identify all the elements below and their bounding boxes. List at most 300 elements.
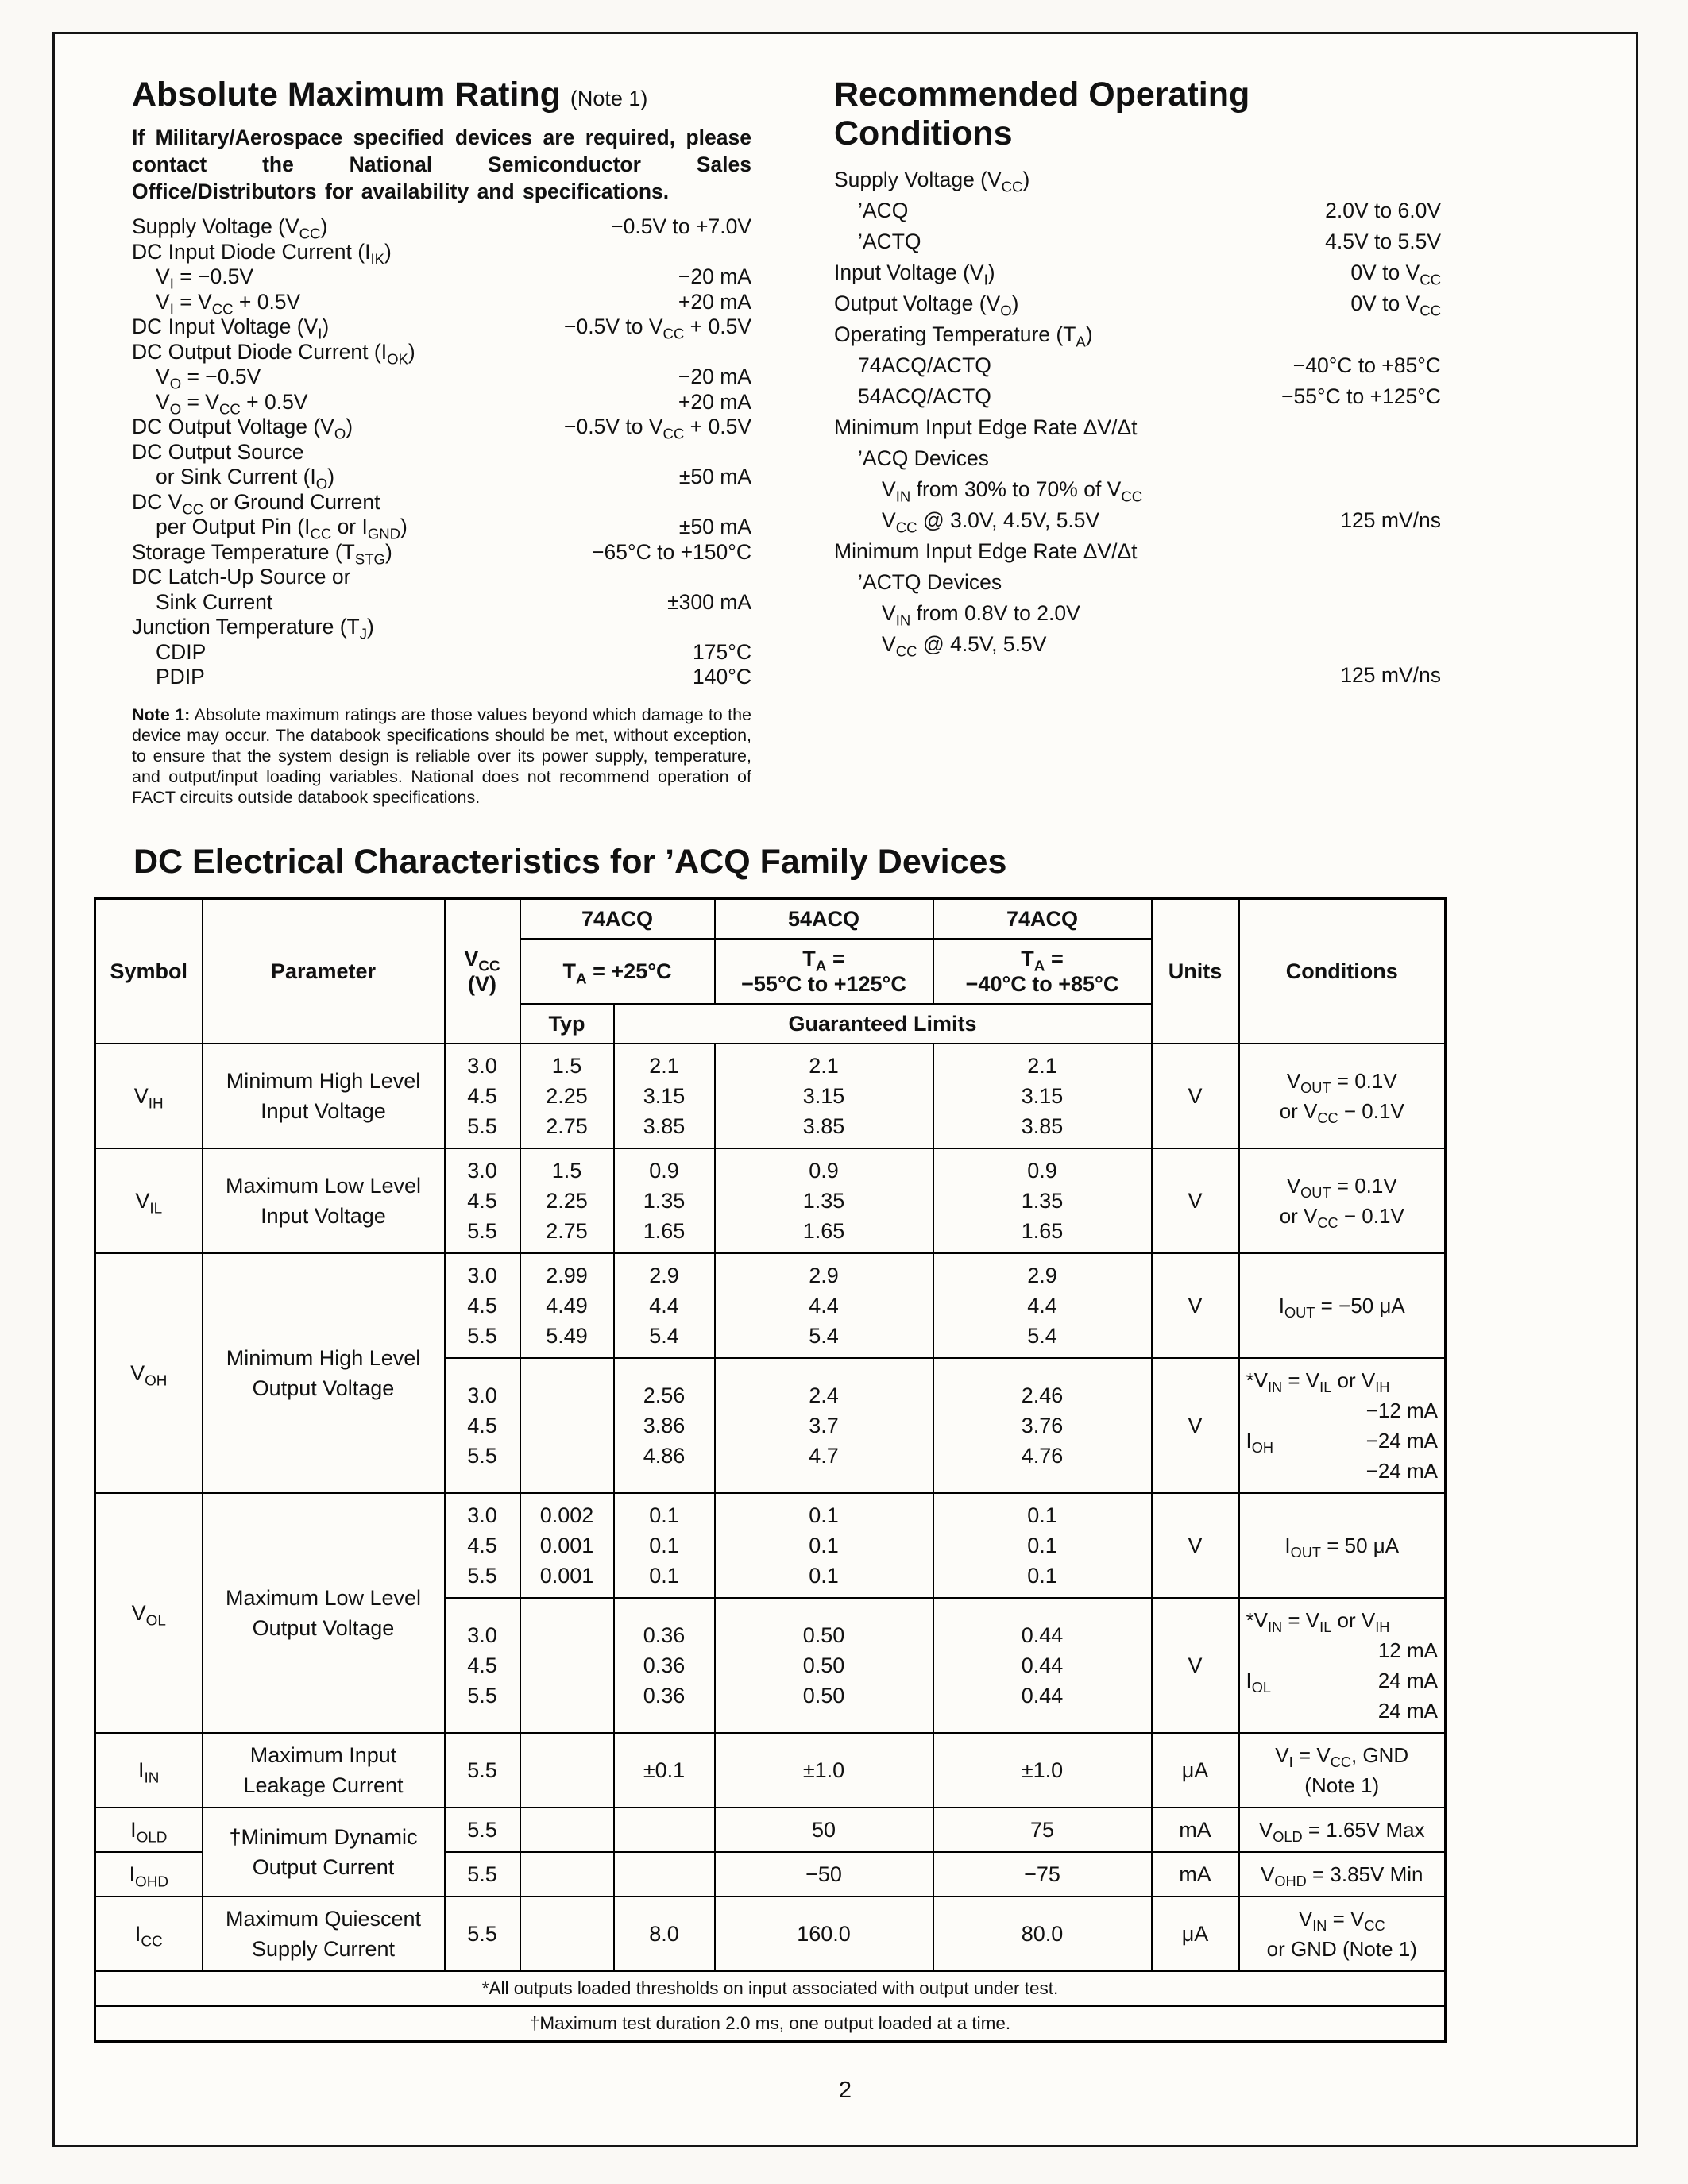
spec-label: Minimum Input Edge Rate ΔV/Δt bbox=[834, 415, 1138, 440]
value-cell bbox=[715, 1493, 933, 1598]
condition-right: 24 mA bbox=[1377, 1698, 1438, 1723]
cell-line: 3.86 bbox=[643, 1413, 686, 1437]
cell-line: 5.5 bbox=[467, 1758, 497, 1782]
dc-characteristics-title: DC Electrical Characteristics for ’ACQ Family Devices bbox=[133, 842, 1007, 881]
cell-line: 3.15 bbox=[1021, 1083, 1064, 1108]
cell-line: 2.46 bbox=[1021, 1383, 1064, 1407]
spec-value: −0.5V to $V_{CC} + 0.5V$ bbox=[564, 415, 751, 442]
symbol-cell bbox=[95, 1808, 203, 1852]
cell-line: 4.4 bbox=[649, 1293, 679, 1318]
value-cell bbox=[933, 1852, 1152, 1897]
spec-item bbox=[834, 505, 1441, 536]
cell-line: 3.85 bbox=[1021, 1113, 1064, 1138]
value-cell bbox=[445, 1358, 520, 1493]
value-cell bbox=[614, 1852, 715, 1897]
cell-line: 4.7 bbox=[809, 1443, 839, 1468]
value-cell bbox=[520, 1493, 614, 1598]
cell-line: (Note 1) bbox=[1304, 1773, 1380, 1797]
spec-item bbox=[132, 465, 751, 490]
symbol-cell bbox=[95, 1044, 203, 1148]
conditions-cell bbox=[1239, 1733, 1446, 1808]
dc-table-row bbox=[95, 1253, 1446, 1358]
cell-line: or GND (Note 1) bbox=[1266, 1936, 1417, 1961]
value-cell bbox=[933, 1358, 1152, 1493]
cell-line: 2.9 bbox=[1027, 1263, 1057, 1287]
value-cell bbox=[520, 1253, 614, 1358]
header-group-74acq: 74ACQ bbox=[933, 898, 1152, 939]
conditions-cell bbox=[1239, 1852, 1446, 1897]
cell-line: 3.0 bbox=[467, 1623, 497, 1647]
spec-label: DC Output Voltage $(V_O)$ bbox=[132, 415, 353, 442]
cell-line: 4.86 bbox=[643, 1443, 686, 1468]
cell-line: 1.65 bbox=[643, 1218, 686, 1243]
spec-label: $V_I = V_{CC} + 0.5V$ bbox=[156, 289, 301, 317]
parameter-cell bbox=[203, 1044, 445, 1148]
value-cell bbox=[933, 1897, 1152, 1971]
spec-item bbox=[132, 440, 751, 465]
value-cell bbox=[715, 1253, 933, 1358]
spec-item bbox=[834, 195, 1441, 226]
value-cell bbox=[933, 1253, 1152, 1358]
condition-right: 12 mA bbox=[1377, 1638, 1438, 1662]
value-cell bbox=[715, 1358, 933, 1493]
spec-value: −40°C to +85°C bbox=[1292, 353, 1441, 378]
condition-right: 24 mA bbox=[1377, 1668, 1438, 1692]
spec-item bbox=[834, 164, 1441, 195]
value-cell bbox=[1152, 1493, 1239, 1598]
header-units: Units bbox=[1152, 898, 1239, 1044]
cell-line: Output Current bbox=[252, 1854, 395, 1879]
spec-value: 2.0V to 6.0V bbox=[1325, 199, 1441, 223]
value-cell bbox=[1152, 1148, 1239, 1253]
cell-line: 3.85 bbox=[643, 1113, 686, 1138]
cell-line: $I_{IN}$ bbox=[138, 1758, 160, 1786]
parameter-cell bbox=[203, 1733, 445, 1808]
cell-line: $V_{OL}$ bbox=[131, 1600, 166, 1629]
page-frame bbox=[52, 32, 1638, 2147]
abs-max-title bbox=[132, 75, 751, 114]
cell-line: ±1.0 bbox=[802, 1758, 845, 1782]
cell-line: 3.15 bbox=[802, 1083, 845, 1108]
page-number: 2 bbox=[838, 2077, 852, 2103]
cell-line: Output Voltage bbox=[252, 1376, 395, 1400]
cell-line: 3.0 bbox=[467, 1053, 497, 1078]
spec-item bbox=[834, 629, 1441, 660]
value-cell bbox=[614, 1733, 715, 1808]
cell-line: 1.35 bbox=[802, 1188, 845, 1213]
dc-table-header bbox=[95, 898, 1446, 1044]
cell-line: or $V_{CC} - 0.1V$ bbox=[1279, 1203, 1404, 1231]
dc-table-body bbox=[95, 1044, 1446, 1971]
spec-label: 54ACQ/ACTQ bbox=[858, 384, 991, 409]
cell-line: 0.9 bbox=[649, 1158, 679, 1183]
cell-line: V bbox=[1188, 1083, 1203, 1108]
cell-line: Maximum Quiescent bbox=[225, 1906, 422, 1931]
dc-table-row bbox=[95, 1148, 1446, 1253]
cell-line: 2.9 bbox=[649, 1263, 679, 1287]
cell-line: 5.5 bbox=[467, 1443, 497, 1468]
value-cell bbox=[614, 1358, 715, 1493]
spec-item bbox=[132, 615, 751, 640]
value-cell bbox=[445, 1897, 520, 1971]
value-cell bbox=[520, 1808, 614, 1852]
cell-line: 5.5 bbox=[467, 1683, 497, 1707]
spec-item bbox=[132, 665, 751, 690]
spec-item bbox=[834, 443, 1441, 474]
value-cell bbox=[520, 1897, 614, 1971]
cell-line: $V_{OUT} = 0.1V$ bbox=[1286, 1068, 1397, 1096]
cell-line: ±0.1 bbox=[643, 1758, 686, 1782]
dc-characteristics-table bbox=[94, 897, 1447, 2043]
conditions-cell bbox=[1239, 1358, 1446, 1493]
cell-line: 8.0 bbox=[649, 1921, 679, 1946]
cell-line: 0.36 bbox=[643, 1653, 686, 1677]
abs-max-title-note: (Note 1) bbox=[570, 87, 648, 110]
spec-item bbox=[834, 226, 1441, 257]
spec-value: −0.5V to $V_{CC} + 0.5V$ bbox=[564, 314, 751, 342]
symbol-cell bbox=[95, 1852, 203, 1897]
abs-max-title-text: Absolute Maximum Rating bbox=[132, 75, 561, 114]
spec-value: 140°C bbox=[693, 665, 751, 689]
cell-line: 3.15 bbox=[643, 1083, 686, 1108]
top-columns bbox=[55, 34, 1636, 808]
cell-line: V bbox=[1188, 1293, 1203, 1318]
cell-line: Minimum High Level bbox=[226, 1068, 421, 1093]
cell-line: 0.002 bbox=[539, 1503, 594, 1527]
value-cell bbox=[1152, 1852, 1239, 1897]
value-cell bbox=[445, 1148, 520, 1253]
spec-label: Supply Voltage $(V_{CC})$ bbox=[834, 168, 1030, 195]
value-cell bbox=[445, 1598, 520, 1733]
cell-line: 0.50 bbox=[802, 1683, 845, 1707]
value-cell bbox=[1152, 1358, 1239, 1493]
cell-line: 0.50 bbox=[802, 1623, 845, 1647]
spec-label: Input Voltage $(V_I)$ bbox=[834, 260, 995, 288]
cell-line: 4.5 bbox=[467, 1653, 497, 1677]
spec-item bbox=[132, 490, 751, 515]
conditions-cell bbox=[1239, 1253, 1446, 1358]
cell-line: Input Voltage bbox=[261, 1203, 386, 1228]
value-cell bbox=[715, 1852, 933, 1897]
spec-item bbox=[132, 590, 751, 615]
condition-line bbox=[1246, 1365, 1439, 1395]
cell-line: 2.25 bbox=[546, 1188, 588, 1213]
cell-line: 4.4 bbox=[1027, 1293, 1057, 1318]
spec-value: −20 mA bbox=[678, 264, 751, 289]
cell-line: −75 bbox=[1024, 1862, 1060, 1886]
value-cell bbox=[520, 1598, 614, 1733]
dc-table-row bbox=[95, 1733, 1446, 1808]
spec-label: DC $V_{CC}$ or Ground Current bbox=[132, 489, 380, 517]
spec-label: or Sink Current $(I_O)$ bbox=[156, 465, 335, 492]
value-cell bbox=[1152, 1808, 1239, 1852]
dc-table-row bbox=[95, 1493, 1446, 1598]
header-conditions: Conditions bbox=[1239, 898, 1446, 1044]
cell-line: 2.4 bbox=[809, 1383, 839, 1407]
cell-line: 4.5 bbox=[467, 1188, 497, 1213]
condition-line bbox=[1246, 1696, 1439, 1726]
cell-line: $V_{OLD} = 1.65V$ Max bbox=[1258, 1817, 1425, 1845]
cell-line: 5.5 bbox=[467, 1218, 497, 1243]
spec-value: −55°C to +125°C bbox=[1281, 384, 1441, 409]
cell-line: 0.1 bbox=[809, 1533, 839, 1557]
spec-item bbox=[834, 660, 1441, 691]
symbol-cell bbox=[95, 1253, 203, 1493]
parameter-cell bbox=[203, 1253, 445, 1493]
cell-line: 3.7 bbox=[809, 1413, 839, 1437]
value-cell bbox=[933, 1044, 1152, 1148]
spec-label: ’ACQ Devices bbox=[858, 446, 989, 471]
cell-line: 3.0 bbox=[467, 1383, 497, 1407]
condition-line bbox=[1246, 1665, 1439, 1696]
spec-label: 74ACQ/ACTQ bbox=[858, 353, 991, 378]
conditions-cell bbox=[1239, 1897, 1446, 1971]
header-typ: Typ bbox=[520, 1004, 614, 1044]
header-ta-54acq: $T_A$ = −55°C to +125°C bbox=[715, 939, 933, 1004]
cell-line: 1.5 bbox=[551, 1053, 582, 1078]
value-cell bbox=[715, 1148, 933, 1253]
spec-item bbox=[834, 350, 1441, 381]
value-cell bbox=[715, 1897, 933, 1971]
cell-line: V bbox=[1188, 1653, 1203, 1677]
spec-label: Supply Voltage $(V_{CC})$ bbox=[132, 214, 328, 242]
cell-line: 5.5 bbox=[467, 1113, 497, 1138]
dc-table-footnotes bbox=[95, 1971, 1446, 2042]
spec-label: $V_O = V_{CC} + 0.5V$ bbox=[156, 389, 308, 417]
cell-line: $V_{OH}$ bbox=[130, 1360, 168, 1389]
note-1 bbox=[132, 704, 751, 808]
cell-line: $V_{IN} = V_{CC}$ bbox=[1298, 1906, 1385, 1934]
spec-item bbox=[132, 390, 751, 415]
cell-line: 0.44 bbox=[1021, 1653, 1064, 1677]
cell-line: 3.0 bbox=[467, 1263, 497, 1287]
spec-label: $V_{CC}$ @ 3.0V, 4.5V, 5.5V bbox=[882, 508, 1100, 536]
cell-line: 2.25 bbox=[546, 1083, 588, 1108]
header-guaranteed-limits: Guaranteed Limits bbox=[614, 1004, 1152, 1044]
value-cell bbox=[445, 1493, 520, 1598]
spec-label: Output Voltage $(V_O)$ bbox=[834, 291, 1019, 319]
value-cell bbox=[445, 1808, 520, 1852]
condition-right: −12 mA bbox=[1365, 1398, 1438, 1422]
cell-line: μA bbox=[1181, 1758, 1209, 1782]
cell-line: 2.75 bbox=[546, 1113, 588, 1138]
spec-item bbox=[132, 340, 751, 365]
value-cell bbox=[1152, 1598, 1239, 1733]
value-cell bbox=[1152, 1253, 1239, 1358]
value-cell bbox=[1152, 1733, 1239, 1808]
value-cell bbox=[614, 1598, 715, 1733]
spec-value: ±50 mA bbox=[678, 515, 751, 539]
value-cell bbox=[445, 1733, 520, 1808]
spec-label: ’ACTQ bbox=[858, 230, 921, 254]
spec-item bbox=[834, 381, 1441, 412]
rec-op-spec-list bbox=[834, 164, 1441, 691]
cell-line: $V_{IH}$ bbox=[133, 1083, 164, 1112]
cell-line: $I_{OHD}$ bbox=[129, 1862, 168, 1890]
cell-line: 1.35 bbox=[643, 1188, 686, 1213]
spec-item bbox=[834, 288, 1441, 319]
conditions-cell bbox=[1239, 1493, 1446, 1598]
cell-line: $I_{OLD}$ bbox=[130, 1817, 168, 1846]
cell-line: 1.65 bbox=[1021, 1218, 1064, 1243]
spec-label: Sink Current bbox=[156, 589, 273, 614]
cell-line: 160.0 bbox=[797, 1921, 851, 1946]
cell-line: 2.1 bbox=[1027, 1053, 1057, 1078]
cell-line: 5.5 bbox=[467, 1862, 497, 1886]
spec-label: Operating Temperature $(T_A)$ bbox=[834, 322, 1093, 350]
spec-value: −65°C to +150°C bbox=[592, 539, 751, 564]
cell-line: 3.85 bbox=[802, 1113, 845, 1138]
cell-line: 75 bbox=[1029, 1817, 1055, 1842]
value-cell bbox=[614, 1897, 715, 1971]
value-cell bbox=[933, 1733, 1152, 1808]
value-cell bbox=[715, 1044, 933, 1148]
symbol-cell bbox=[95, 1733, 203, 1808]
value-cell bbox=[933, 1148, 1152, 1253]
spec-label: DC Latch-Up Source or bbox=[132, 565, 351, 589]
header-ta-74acq: $T_A$ = −40°C to +85°C bbox=[933, 939, 1152, 1004]
cell-line: 4.5 bbox=[467, 1413, 497, 1437]
parameter-cell bbox=[203, 1148, 445, 1253]
cell-line: Maximum Low Level bbox=[225, 1173, 422, 1198]
condition-left: $*V_{IN} = V_{IL}$ or $V_{IH}$ bbox=[1246, 1607, 1390, 1635]
spec-item bbox=[132, 290, 751, 315]
cell-line: 0.001 bbox=[539, 1533, 594, 1557]
spec-item bbox=[834, 536, 1441, 567]
condition-line bbox=[1246, 1635, 1439, 1665]
military-aerospace-notice: If Military/Aerospace specified devices are required, please contact the National Semiconductor Sales Office/Distributors for availability and specifications. bbox=[132, 125, 751, 204]
condition-left: $I_{OL}$ bbox=[1246, 1668, 1271, 1696]
cell-line: 4.76 bbox=[1021, 1443, 1064, 1468]
spec-label: PDIP bbox=[156, 665, 205, 689]
condition-line bbox=[1246, 1395, 1439, 1426]
spec-item bbox=[132, 214, 751, 240]
conditions-cell bbox=[1239, 1598, 1446, 1733]
note-1-text: Absolute maximum ratings are those values beyond which damage to the device may occur. The databook specifications should be met, without exception, to ensure that the system design is reliable over its power supply, temperature, and output/input loading variables. National does not recommend operation of FACT circuits outside databook specifications. bbox=[132, 704, 751, 807]
cell-line: Supply Current bbox=[251, 1936, 396, 1961]
cell-line: 1.5 bbox=[551, 1158, 582, 1183]
cell-line: 3.0 bbox=[467, 1158, 497, 1183]
cell-line: 80.0 bbox=[1021, 1921, 1064, 1946]
cell-line: 50 bbox=[811, 1817, 836, 1842]
cell-line: 2.75 bbox=[546, 1218, 588, 1243]
parameter-cell bbox=[203, 1808, 445, 1897]
abs-max-spec-list bbox=[132, 214, 751, 690]
footnote-test-duration: †Maximum test duration 2.0 ms, one output loaded at a time. bbox=[95, 2006, 1446, 2042]
symbol-cell bbox=[95, 1493, 203, 1733]
value-cell bbox=[445, 1044, 520, 1148]
cell-line: $I_{OUT} = -50$ μA bbox=[1278, 1293, 1405, 1321]
spec-item bbox=[132, 515, 751, 540]
value-cell bbox=[520, 1733, 614, 1808]
cell-line: mA bbox=[1179, 1862, 1211, 1886]
value-cell bbox=[614, 1808, 715, 1852]
spec-value: +20 mA bbox=[678, 289, 751, 314]
cell-line: 4.5 bbox=[467, 1293, 497, 1318]
spec-label: CDIP bbox=[156, 639, 207, 664]
cell-line: 5.4 bbox=[809, 1323, 839, 1348]
spec-item bbox=[132, 240, 751, 265]
spec-value: 4.5V to 5.5V bbox=[1325, 230, 1441, 254]
spec-value: 125 mV/ns bbox=[1340, 508, 1441, 533]
dc-table-row bbox=[95, 1897, 1446, 1971]
dc-table-row bbox=[95, 1808, 1446, 1852]
condition-right: −24 mA bbox=[1365, 1458, 1438, 1483]
cell-line: 2.9 bbox=[809, 1263, 839, 1287]
header-parameter: Parameter bbox=[203, 898, 445, 1044]
cell-line: 4.5 bbox=[467, 1533, 497, 1557]
cell-line: 2.1 bbox=[809, 1053, 839, 1078]
condition-right: −24 mA bbox=[1365, 1428, 1438, 1453]
cell-line: 4.5 bbox=[467, 1083, 497, 1108]
cell-line: 2.99 bbox=[546, 1263, 588, 1287]
spec-label: DC Input Voltage $(V_I)$ bbox=[132, 314, 330, 342]
cell-line: Maximum Low Level bbox=[225, 1585, 422, 1610]
value-cell bbox=[715, 1598, 933, 1733]
conditions-cell bbox=[1239, 1148, 1446, 1253]
cell-line: Maximum Input bbox=[249, 1742, 397, 1767]
cell-line: 0.1 bbox=[649, 1533, 679, 1557]
spec-item bbox=[834, 319, 1441, 350]
footnote-row bbox=[95, 2006, 1446, 2042]
header-group-54acq: 54ACQ bbox=[715, 898, 933, 939]
cell-line: 0.44 bbox=[1021, 1623, 1064, 1647]
value-cell bbox=[933, 1493, 1152, 1598]
cell-line: 0.9 bbox=[809, 1158, 839, 1183]
cell-line: mA bbox=[1179, 1817, 1211, 1842]
value-cell bbox=[445, 1852, 520, 1897]
spec-item bbox=[132, 264, 751, 290]
cell-line: 5.5 bbox=[467, 1563, 497, 1588]
conditions-cell bbox=[1239, 1808, 1446, 1852]
value-cell bbox=[715, 1808, 933, 1852]
value-cell bbox=[1152, 1897, 1239, 1971]
cell-line: 0.9 bbox=[1027, 1158, 1057, 1183]
cell-line: 3.0 bbox=[467, 1503, 497, 1527]
cell-line: V bbox=[1188, 1188, 1203, 1213]
rec-op-title: Recommended Operating Conditions bbox=[834, 75, 1250, 153]
spec-label: DC Output Source bbox=[132, 439, 304, 464]
footnote-all-outputs: *All outputs loaded thresholds on input associated with output under test. bbox=[95, 1971, 1446, 2006]
spec-value: ±300 mA bbox=[667, 589, 751, 614]
value-cell bbox=[614, 1253, 715, 1358]
cell-line: μA bbox=[1181, 1921, 1209, 1946]
cell-line: 0.1 bbox=[649, 1563, 679, 1588]
value-cell bbox=[614, 1044, 715, 1148]
cell-line: $V_I = V_{CC}$, GND bbox=[1275, 1742, 1409, 1770]
header-group-74acq-25c: 74ACQ bbox=[520, 898, 715, 939]
cell-line: 0.1 bbox=[809, 1563, 839, 1588]
cell-line: Minimum High Level bbox=[226, 1345, 421, 1370]
value-cell bbox=[614, 1148, 715, 1253]
spec-label: per Output Pin ($I_{CC}$ or $I_{GND}$) bbox=[156, 515, 408, 542]
spec-value: 125 mV/ns bbox=[1340, 663, 1441, 688]
cell-line: $V_{OUT} = 0.1V$ bbox=[1286, 1173, 1397, 1201]
cell-line: $I_{CC}$ bbox=[134, 1921, 163, 1950]
spec-label: $V_I = -0.5V$ bbox=[156, 264, 254, 292]
condition-line bbox=[1246, 1426, 1439, 1456]
header-symbol: Symbol bbox=[95, 898, 203, 1044]
cell-line: V bbox=[1188, 1533, 1203, 1557]
cell-line: 0.1 bbox=[1027, 1533, 1057, 1557]
cell-line: 0.1 bbox=[1027, 1503, 1057, 1527]
spec-value: ±50 mA bbox=[678, 465, 751, 489]
cell-line: 0.36 bbox=[643, 1683, 686, 1707]
spec-item bbox=[834, 257, 1441, 288]
cell-line: $I_{OUT} = 50$ μA bbox=[1284, 1533, 1400, 1561]
header-ta-25c: $T_A = +25^\circ C$ bbox=[520, 939, 715, 1004]
cell-line: $V_{OHD} = 3.85V$ Min bbox=[1261, 1862, 1423, 1889]
